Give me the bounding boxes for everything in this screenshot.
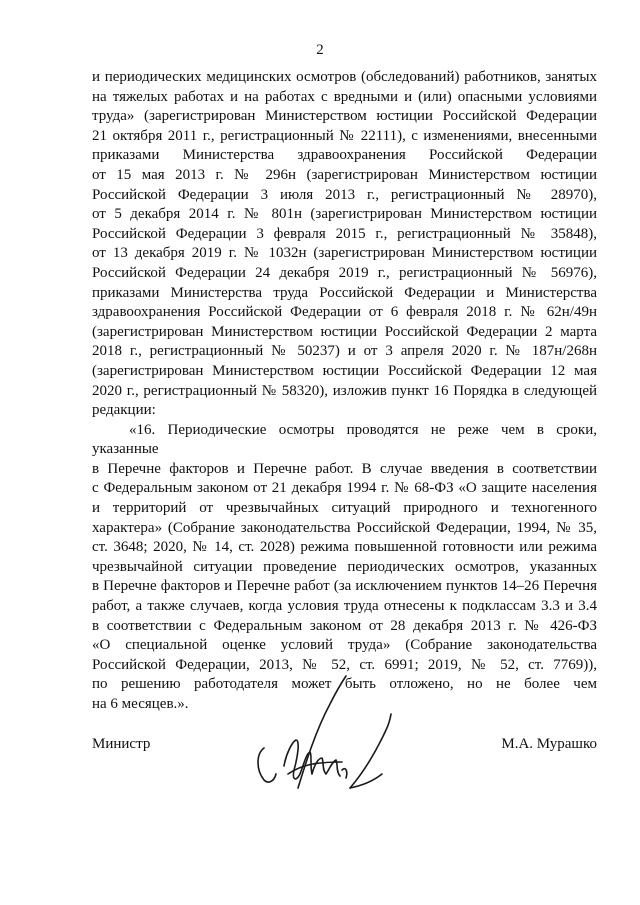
signatory-title: Министр [92,736,151,752]
text-line: характера» (Собрание законодательства Российской Федерации, 1994, № 35, [92,519,597,536]
text-line: (зарегистрирован Министерством юстиции Российской Федерации 2 марта [92,323,597,340]
text-line: в соответствии с Федеральным законом от 28 декабря 2013 г. № 426-ФЗ [92,617,597,634]
text-line: от 13 декабря 2019 г. № 1032н (зарегистрирован Министерством юстиции [92,245,597,262]
text-line: в Перечне факторов и Перечне работ. В случае введения в соответствии [92,460,597,477]
text-line: на тяжелых работах и на работах с вредными и (или) опасными условиями [92,88,597,105]
signatory-name: М.А. Мурашко [501,736,597,752]
text-line: редакции: [92,402,156,419]
text-line: Российской Федерации 24 декабря 2019 г., регистрационный № 56976), [92,264,597,281]
text-line: приказами Министерства здравоохранения Российской Федерации [92,147,597,164]
text-line: чрезвычайной ситуации проведение периодических осмотров, указанных [92,558,597,575]
text-line: ст. 3648; 2020, № 14, ст. 2028) режима повышенной готовности или режима [92,539,597,556]
text-line: 21 октября 2011 г., регистрационный № 22111), с изменениями, внесенными [92,127,597,144]
text-line: 2018 г., регистрационный № 50237) и от 3 апреля 2020 г. № 187н/268н [92,343,597,360]
text-line: от 15 мая 2013 г. № 296н (зарегистрирован Министерством юстиции [92,166,597,183]
text-line: и территорий от чрезвычайных ситуаций природного и техногенного [92,500,597,517]
text-line: Российской Федерации 3 июля 2013 г., регистрационный № 28970), [92,186,597,203]
text-line: в Перечне факторов и Перечне работ (за исключением пунктов 14–26 Перечня [92,578,597,595]
text-line: «О специальной оценке условий труда» (Собрание законодательства [92,637,597,654]
text-line: здравоохранения Российской Федерации от 6 февраля 2018 г. № 62н/49н [92,304,597,321]
text-line: от 5 декабря 2014 г. № 801н (зарегистрирован Министерством юстиции [92,206,597,223]
page-number: 2 [316,42,324,58]
text-line: работ, а также случаев, когда условия труда отнесены к подклассам 3.3 и 3.4 [92,598,597,615]
text-line: Российской Федерации, 2013, № 52, ст. 6991; 2019, № 52, ст. 7769)), [92,656,597,673]
text-line: и периодических медицинских осмотров (обследований) работников, занятых [92,69,597,85]
text-line: Российской Федерации 3 февраля 2015 г., регистрационный № 35848), [92,225,597,242]
text-line: 2020 г., регистрационный № 58320), изложив пункт 16 Порядка в следующей [92,382,597,399]
text-line: (зарегистрирован Министерством юстиции Российской Федерации 12 мая [92,362,597,379]
handwritten-signature-icon [250,670,410,798]
signature-block [92,670,597,800]
text-line: «16. Периодические осмотры проводятся не реже чем в сроки, указанные [92,421,597,458]
amendment-paragraph [92,68,597,421]
text-line: по решению работодателя может быть отложено, но не более чем [92,676,597,693]
text-line: с Федеральным законом от 21 декабря 1994 г. № 68-ФЗ «О защите населения [92,480,597,497]
text-line: на 6 месяцев.». [92,696,189,712]
text-line: приказами Министерства труда Российской Федерации и Министерства [92,284,597,301]
text-line: труда» (зарегистрирован Министерством юстиции Российской Федерации [92,108,597,125]
document-body [92,68,597,715]
